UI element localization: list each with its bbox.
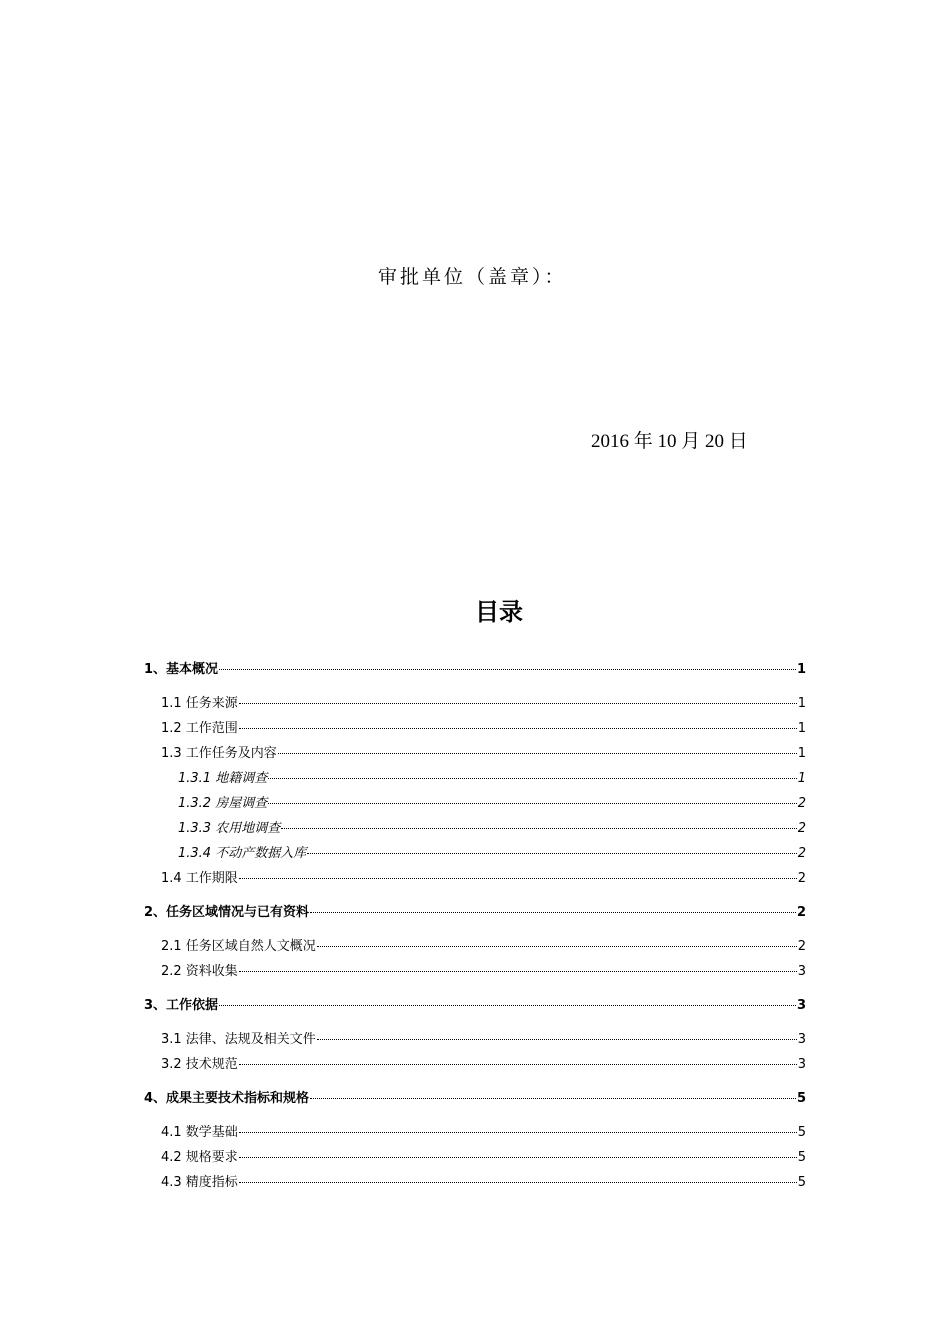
toc-leader-dots — [281, 827, 797, 829]
toc-leader-dots — [239, 1063, 797, 1065]
toc-entry-page: 5 — [796, 1091, 806, 1106]
toc-entry-page: 2 — [796, 905, 806, 920]
toc-leader-dots — [307, 852, 797, 854]
document-date: 2016 年 10 月 20 日 — [591, 431, 748, 452]
toc-entry-label: 1.3.1 地籍调查 — [178, 771, 268, 786]
toc-leader-dots — [219, 1004, 796, 1006]
toc-leader-dots — [268, 777, 797, 779]
toc-entry-page: 1 — [797, 771, 806, 786]
toc-entry-1-3-2[interactable] — [144, 791, 806, 816]
toc-entry-page: 1 — [797, 746, 806, 761]
toc-entry-1-3-3[interactable] — [144, 816, 806, 841]
toc-entry-page: 1 — [797, 696, 806, 711]
toc-leader-dots — [239, 877, 797, 879]
toc-entry-1-3-1[interactable] — [144, 766, 806, 791]
toc-entry-label: 1.3.3 农用地调查 — [178, 821, 281, 836]
toc-entry-1-4[interactable] — [144, 866, 806, 900]
toc-entry-4-2[interactable] — [144, 1145, 806, 1170]
toc-leader-dots — [310, 911, 796, 913]
toc-entry-label: 1.3.4 不动产数据入库 — [178, 846, 307, 861]
toc-leader-dots — [239, 702, 797, 704]
toc-entry-page: 5 — [797, 1125, 806, 1140]
toc-entry-label: 1.3 工作任务及内容 — [161, 746, 277, 761]
approval-unit-line: 审批单位（盖章）： — [378, 266, 567, 288]
toc-entry-label: 2、任务区域情况与已有资料 — [144, 905, 310, 920]
toc-leader-dots — [239, 1156, 797, 1158]
toc-entry-page: 2 — [797, 846, 806, 861]
toc-entry-1[interactable] — [144, 657, 806, 691]
toc-entry-page: 2 — [797, 939, 806, 954]
toc-entry-label: 3、工作依据 — [144, 998, 219, 1013]
toc-entry-1-3[interactable] — [144, 741, 806, 766]
toc-entry-label: 1.2 工作范围 — [161, 721, 238, 736]
toc-leader-dots — [310, 1097, 796, 1099]
toc-entry-label: 1、基本概况 — [144, 662, 219, 677]
toc-leader-dots — [239, 1181, 797, 1183]
toc-entry-2[interactable] — [144, 900, 806, 934]
toc-entry-label: 2.2 资料收集 — [161, 964, 238, 979]
toc-leader-dots — [278, 752, 797, 754]
toc-entry-page: 2 — [797, 796, 806, 811]
toc-entry-page: 1 — [797, 721, 806, 736]
toc-entry-1-3-4[interactable] — [144, 841, 806, 866]
toc-leader-dots — [239, 727, 797, 729]
toc-entry-2-1[interactable] — [144, 934, 806, 959]
toc-entry-page: 2 — [797, 871, 806, 886]
table-of-contents — [144, 657, 806, 1195]
toc-entry-3-1[interactable] — [144, 1027, 806, 1052]
toc-entry-2-2[interactable] — [144, 959, 806, 993]
toc-leader-dots — [317, 945, 797, 947]
toc-entry-4-1[interactable] — [144, 1120, 806, 1145]
toc-entry-page: 5 — [797, 1175, 806, 1190]
toc-entry-3-2[interactable] — [144, 1052, 806, 1086]
toc-entry-label: 4、成果主要技术指标和规格 — [144, 1091, 310, 1106]
toc-leader-dots — [219, 668, 796, 670]
toc-entry-label: 1.1 任务来源 — [161, 696, 238, 711]
toc-entry-label: 4.2 规格要求 — [161, 1150, 238, 1165]
toc-entry-label: 1.3.2 房屋调查 — [178, 796, 268, 811]
toc-entry-page: 3 — [797, 1057, 806, 1072]
toc-entry-1-2[interactable] — [144, 716, 806, 741]
toc-entry-label: 1.4 工作期限 — [161, 871, 238, 886]
toc-entry-3[interactable] — [144, 993, 806, 1027]
toc-leader-dots — [317, 1038, 797, 1040]
toc-entry-4-3[interactable] — [144, 1170, 806, 1195]
toc-entry-label: 3.2 技术规范 — [161, 1057, 238, 1072]
toc-entry-page: 3 — [797, 1032, 806, 1047]
toc-entry-page: 5 — [797, 1150, 806, 1165]
toc-entry-label: 4.3 精度指标 — [161, 1175, 238, 1190]
toc-entry-page: 2 — [797, 821, 806, 836]
toc-entry-page: 1 — [796, 662, 806, 677]
toc-title: 目录 — [475, 598, 523, 626]
toc-entry-page: 3 — [796, 998, 806, 1013]
toc-entry-1-1[interactable] — [144, 691, 806, 716]
toc-entry-label: 4.1 数学基础 — [161, 1125, 238, 1140]
toc-entry-page: 3 — [797, 964, 806, 979]
toc-leader-dots — [268, 802, 797, 804]
toc-entry-label: 2.1 任务区域自然人文概况 — [161, 939, 316, 954]
toc-leader-dots — [239, 1131, 797, 1133]
toc-entry-label: 3.1 法律、法规及相关文件 — [161, 1032, 316, 1047]
toc-entry-4[interactable] — [144, 1086, 806, 1120]
toc-leader-dots — [239, 970, 797, 972]
